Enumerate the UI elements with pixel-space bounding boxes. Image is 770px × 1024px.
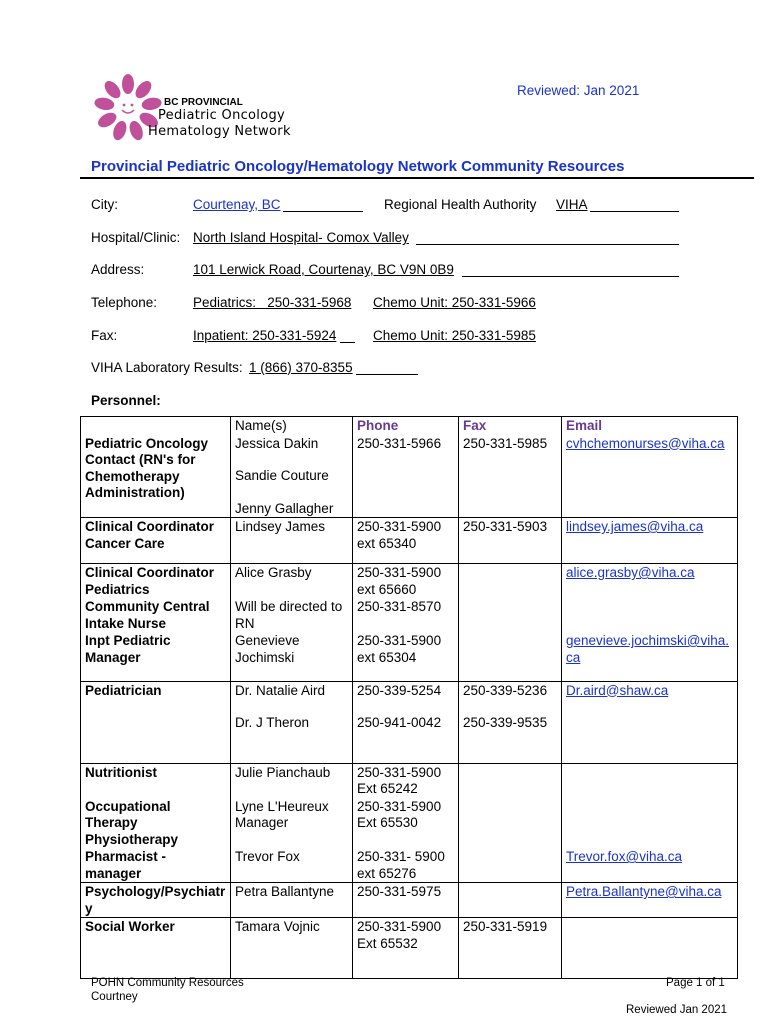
header-role xyxy=(81,417,231,435)
fax-chemo: Chemo Unit: 250-331-5985 xyxy=(373,328,536,343)
row-role: Clinical Coordinator Pediatrics xyxy=(81,564,231,599)
name-entry: Jenny Gallagher xyxy=(235,500,334,516)
row-names: Julie Pianchaub xyxy=(231,763,353,798)
row-email-link[interactable]: cvhchemonurses@viha.ca xyxy=(562,435,738,518)
row-names: Genevieve Jochimski xyxy=(231,632,353,681)
footer-line1: POHN Community Resources xyxy=(91,977,244,989)
row-email-link[interactable]: Petra.Ballantyne@viha.ca xyxy=(562,883,738,918)
row-names xyxy=(231,435,353,518)
logo-line2: Pediatric Oncology xyxy=(158,108,286,123)
row-role: Pharmacist - manager xyxy=(81,848,231,883)
city-label: City: xyxy=(91,197,118,212)
row-email-link[interactable]: lindsey.james@viha.ca xyxy=(562,518,738,564)
row-email xyxy=(562,763,738,798)
row-email xyxy=(562,798,738,849)
row-role: Pediatric Oncology Contact (RN's for Chemotherapy Administration) xyxy=(81,435,231,518)
row-names: Lindsey James xyxy=(231,518,353,564)
row-phone: 250-331-5900 ext 65340 xyxy=(353,518,459,564)
row-fax xyxy=(459,632,562,681)
row-fax xyxy=(459,798,562,849)
name-entry: Dr. Natalie Aird xyxy=(235,682,326,698)
table-row xyxy=(81,798,738,849)
row-role: Pediatrician xyxy=(81,681,231,763)
name-entry: Sandie Couture xyxy=(235,468,329,483)
footer-line2: Courtney xyxy=(91,991,138,1003)
address-label: Address: xyxy=(91,262,145,277)
table-header-row xyxy=(81,417,738,435)
table-row xyxy=(81,518,738,564)
row-role: Nutritionist xyxy=(81,763,231,798)
row-fax xyxy=(459,564,562,599)
row-phone: 250-331-5900 ext 65304 xyxy=(353,632,459,681)
row-phone: 250-331- 5900 ext 65276 xyxy=(353,848,459,883)
row-fax: 250-331-5919 xyxy=(459,918,562,979)
header-phone: Phone xyxy=(353,417,459,435)
fax-entry: 250-339-9535 xyxy=(463,715,548,730)
table-row xyxy=(81,848,738,883)
hospital-label: Hospital/Clinic: xyxy=(91,230,181,245)
header-fax: Fax xyxy=(459,417,562,435)
telephone-label: Telephone: xyxy=(91,295,158,310)
row-role: Clinical Coordinator Cancer Care xyxy=(81,518,231,564)
table-row xyxy=(81,564,738,599)
row-role: Psychology/Psychiatry xyxy=(81,883,231,918)
fax-inpatient: Inpatient: 250-331-5924 xyxy=(193,328,337,343)
personnel-table xyxy=(80,416,738,979)
lab-label: VIHA Laboratory Results: xyxy=(91,360,243,375)
personnel-heading: Personnel: xyxy=(91,393,161,408)
rha-value: VIHA xyxy=(556,197,588,212)
rha-label: Regional Health Authority xyxy=(384,197,537,212)
row-phone: 250-331-5900 Ext 65242 xyxy=(353,763,459,798)
row-fax xyxy=(459,681,562,763)
row-phone: 250-331-5975 xyxy=(353,883,459,918)
row-names: Lyne L'Heureux Manager xyxy=(231,798,353,849)
fax-label: Fax: xyxy=(91,328,118,343)
telephone-chemo: Chemo Unit: 250-331-5966 xyxy=(373,295,536,310)
logo-line3: Hematology Network xyxy=(148,124,291,139)
row-names xyxy=(231,681,353,763)
table-row xyxy=(81,681,738,763)
row-role: Community Central Intake Nurse xyxy=(81,598,231,632)
table-row xyxy=(81,632,738,681)
logo xyxy=(88,74,298,144)
row-email-link[interactable]: Dr.aird@shaw.ca xyxy=(562,681,738,763)
table-row xyxy=(81,883,738,918)
row-email-link[interactable]: genevieve.jochimski@viha.ca xyxy=(562,632,738,681)
page-title: Provincial Pediatric Oncology/Hematology Network Community Resources xyxy=(91,158,625,175)
row-fax xyxy=(459,763,562,798)
row-fax: 250-331-5903 xyxy=(459,518,562,564)
row-email-link[interactable]: alice.grasby@viha.ca xyxy=(562,564,738,599)
table-row xyxy=(81,763,738,798)
city-value: Courtenay, BC xyxy=(193,197,281,212)
logo-line1: BC PROVINCIAL xyxy=(164,97,243,108)
row-email xyxy=(562,918,738,979)
row-names: Petra Ballantyne xyxy=(231,883,353,918)
row-phone: 250-331-5966 xyxy=(353,435,459,518)
row-fax xyxy=(459,883,562,918)
row-phone: 250-331-8570 xyxy=(353,598,459,632)
row-fax: 250-331-5985 xyxy=(459,435,562,518)
header-names: Name(s) xyxy=(231,417,353,435)
row-names: Alice Grasby xyxy=(231,564,353,599)
phone-entry: 250-941-0042 xyxy=(357,715,442,730)
title-rule xyxy=(80,177,754,179)
footer-reviewed: Reviewed Jan 2021 xyxy=(626,1004,728,1016)
table-row xyxy=(81,598,738,632)
footer-page-number: Page 1 of 1 xyxy=(666,977,725,989)
name-entry: Jessica Dakin xyxy=(235,435,319,451)
row-names: Tamara Vojnic xyxy=(231,918,353,979)
header-email: Email xyxy=(562,417,738,435)
row-phone xyxy=(353,681,459,763)
row-email xyxy=(562,598,738,632)
row-role: Occupational Therapy Physiotherapy xyxy=(81,798,231,849)
telephone-pediatrics: Pediatrics: 250-331-5968 xyxy=(193,295,352,310)
row-names: Trevor Fox xyxy=(231,848,353,883)
phone-entry: 250-339-5254 xyxy=(357,682,442,698)
address-value: 101 Lerwick Road, Courtenay, BC V9N 0B9 xyxy=(193,262,454,277)
row-names: Will be directed to RN xyxy=(231,598,353,632)
table-row xyxy=(81,918,738,979)
row-phone: 250-331-5900 ext 65660 xyxy=(353,564,459,599)
row-email-link[interactable]: Trevor.fox@viha.ca xyxy=(562,848,738,883)
name-entry: Dr. J Theron xyxy=(235,715,310,730)
hospital-value: North Island Hospital- Comox Valley xyxy=(193,230,409,245)
row-fax xyxy=(459,598,562,632)
reviewed-date: Reviewed: Jan 2021 xyxy=(517,83,640,98)
row-phone: 250-331-5900 Ext 65530 xyxy=(353,798,459,849)
row-role: Social Worker xyxy=(81,918,231,979)
row-role: Inpt Pediatric Manager xyxy=(81,632,231,681)
lab-value: 1 (866) 370-8355 xyxy=(249,360,353,375)
row-fax xyxy=(459,848,562,883)
fax-entry: 250-339-5236 xyxy=(463,682,548,698)
row-phone: 250-331-5900 Ext 65532 xyxy=(353,918,459,979)
table-row xyxy=(81,435,738,518)
